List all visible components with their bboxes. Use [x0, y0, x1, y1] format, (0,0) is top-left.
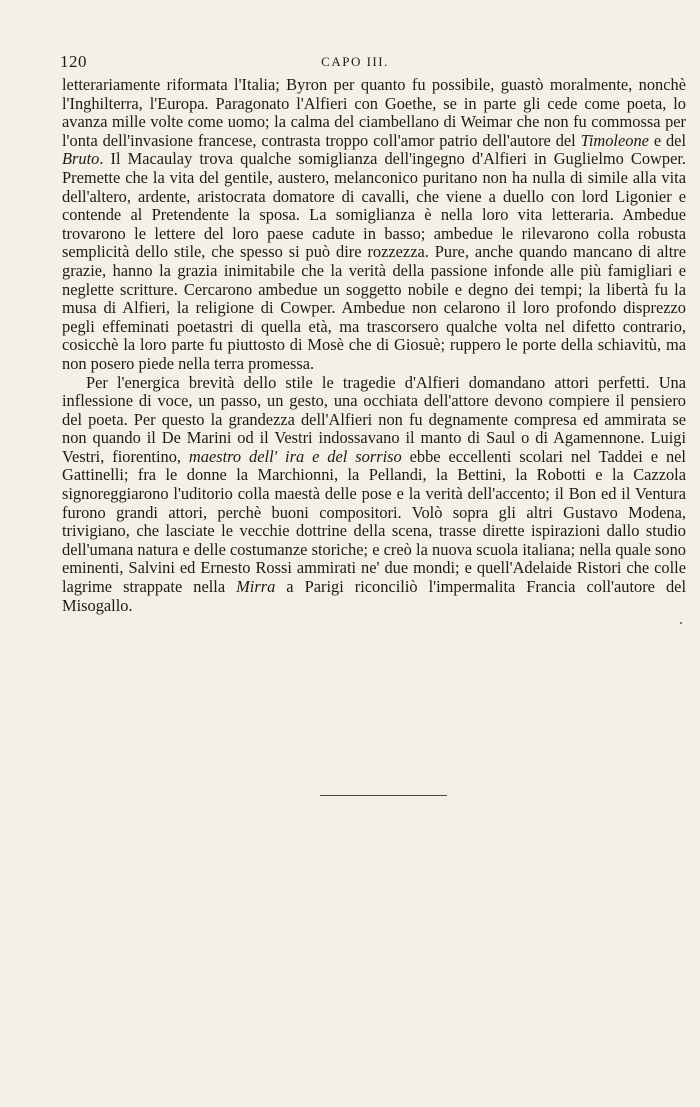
- text-run: . Il Macaulay trova qualche somiglianza dell'ingegno d'Alfieri in Guglielmo Cowper. Premette che la vita del gentile, austero, melanconico puritano non ha nulla di simile alla vita dell'altero, ardente, aristocrata domatore di cavalli, che viene a duello con lord Ligonier e contende al Pretendente la sposa. La somiglianza è nella loro vita letteraria. Ambedue trovarono le lettere del loro paese cadute in basso; ambedue le rilevarono colla robusta semplicità dello stile, che spesso si può dire rozzezza. Pure, anche quando mancano di altre grazie, hanno la grazia inimitabile che la verità della passione infonde alle più famigliari e neglette scritture. Cercarono ambedue un soggetto nobile e degno dei tempi; la libertà fu la musa di Alfieri, la religione di Cowper. Ambedue non celarono il loro profondo disprezzo pegli effeminati poetastri di quella età, ma trascorsero qualche volta nel difetto contrario, cosicchè la loro parte fu piuttosto di Mosè che di Giosuè; ruppero le porte della schiavitù, ma non posero piede nella terra promessa.: [62, 149, 686, 373]
- italic-title-mirra: Mirra: [236, 577, 276, 597]
- page-number: 120: [60, 52, 87, 71]
- page-header: [60, 52, 680, 76]
- paragraph-1: [62, 76, 686, 374]
- text-run: e del: [648, 130, 687, 150]
- paragraph-2: [62, 374, 686, 616]
- text-run: ebbe eccellenti scolari nel Taddei e nel Gattinelli; fra le donne la Marchionni, la Pellandi, la Bettini, la Robotti e la Cazzola signoreggiarono l'uditorio colla maestà delle pose e la verità dell'accento; il Bon ed il Ventura furono grandi attori, perchè buoni compositori. Volò sopra gli altri Gustavo Modena, trivigiano, che lasciate le vecchie dottrine della scena, trasse dirette ispirazioni dallo studio dell'umana natura e delle costumanze storiche; e creò la nuova scuola italiana; nella quale sono eminenti, Salvini ed Ernesto Rossi ammirati ne' due mondi; e quell'Adelaide Ristori che colle lagrime strappate nella: [62, 446, 686, 597]
- text-run: letterariamente riformata l'Italia; Byron per quanto fu possibile, guastò moralmente, nonchè l'Inghilterra, l'Europa. Paragonato l'Alfieri con Goethe, se in parte gli cede come poeta, lo avanza mille volte come uomo; la calma del ciambellano di Weimar che non fu commossa per l'onta dell'invasione francese, contrasta troppo coll'amor patrio dell'autore del: [62, 75, 686, 150]
- italic-title-timoleone: Timoleone: [580, 130, 649, 150]
- text-run: a Parigi riconciliò l'impermalita Francia coll'autore del Misogallo.: [62, 577, 686, 615]
- text-run: Per l'energica brevità dello stile le tragedie d'Alfieri domandano attori perfetti. Una inflessione di voce, un passo, un gesto, una occhiata dell'attore devono compiere il pensiero del poeta. Per questo la grandezza dell'Alfieri non fu degnamente compresa ed ammirata se non quando il De Marini od il Vestri indossavano il manto di Saul o di Agamennone. Luigi Vestri, fiorentino,: [62, 372, 686, 466]
- body-text: [62, 76, 686, 615]
- italic-title-bruto: Bruto: [62, 149, 100, 169]
- ink-speck: [680, 622, 682, 624]
- italic-phrase: maestro dell' ira e del sorriso: [188, 446, 402, 466]
- running-head: CAPO III.: [321, 54, 389, 69]
- section-end-rule: [320, 795, 447, 796]
